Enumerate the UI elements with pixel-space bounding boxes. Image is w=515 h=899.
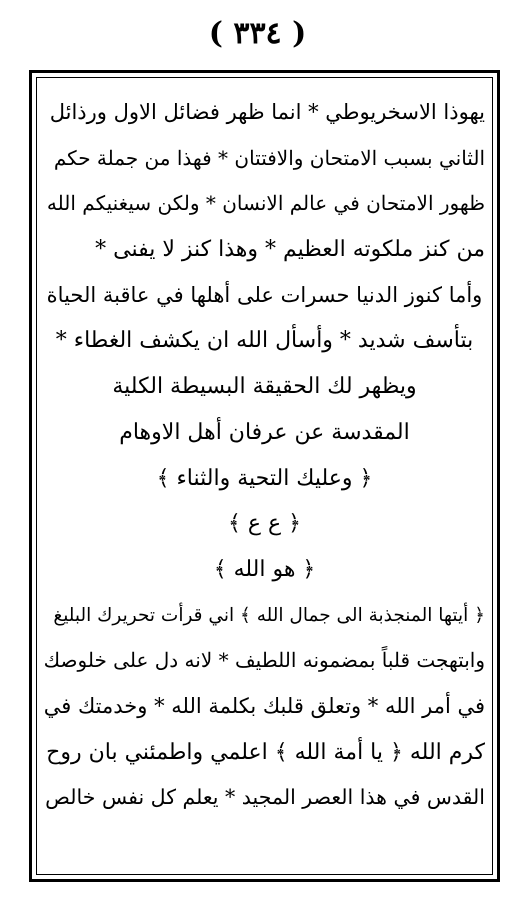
body-text xyxy=(44,90,485,821)
text-line: القدس في هذا العصر المجيد * يعلم كل نفس خالص xyxy=(45,785,485,810)
text-line: ﴿ أيتها المنجذبة الى جمال الله ﴾ اني قرأت تحريرك البليغ xyxy=(53,604,485,626)
text-line: ظهور الامتحان في عالم الانسان * ولكن سيغنيكم الله xyxy=(46,191,485,216)
text-line: ويظهر لك الحقيقة البسيطة الكلية xyxy=(112,374,417,400)
text-line: وأما كنوز الدنيا حسرات على أهلها في عاقبة الحياة xyxy=(46,282,483,307)
text-line: الثاني بسبب الامتحان والافتتان * فهذا من جملة حكم xyxy=(53,145,485,170)
signature: ﴿ ع ع ﴾ xyxy=(227,511,301,537)
text-line: من كنز ملكوته العظيم * وهذا كنز لا يفنى * xyxy=(95,237,485,263)
text-line: في أمر الله * وتعلق قلبك بكلمة الله * وخدمتك في xyxy=(44,693,485,718)
closing-salutation: ﴿ وعليك التحية والثناء ﴾ xyxy=(156,465,373,491)
page-number: ( ٣٣٤ ) xyxy=(208,16,307,51)
text-line: يهوذا الاسخريوطي * انما ظهر فضائل الاول ورذائل xyxy=(49,100,485,124)
text-line: بتأسف شديد * وأسأل الله ان يكشف الغطاء * xyxy=(55,328,474,354)
section-heading: ﴿ هو الله ﴾ xyxy=(213,556,316,582)
text-line: المقدسة عن عرفان أهل الاوهام xyxy=(119,419,410,445)
text-line: وابتهجت قلباً بمضمونه اللطيف * لانه دل على خلوصك xyxy=(44,648,485,673)
text-line: كرم الله ﴿ يا أمة الله ﴾ اعلمي واطمئني بان روح xyxy=(46,739,485,765)
